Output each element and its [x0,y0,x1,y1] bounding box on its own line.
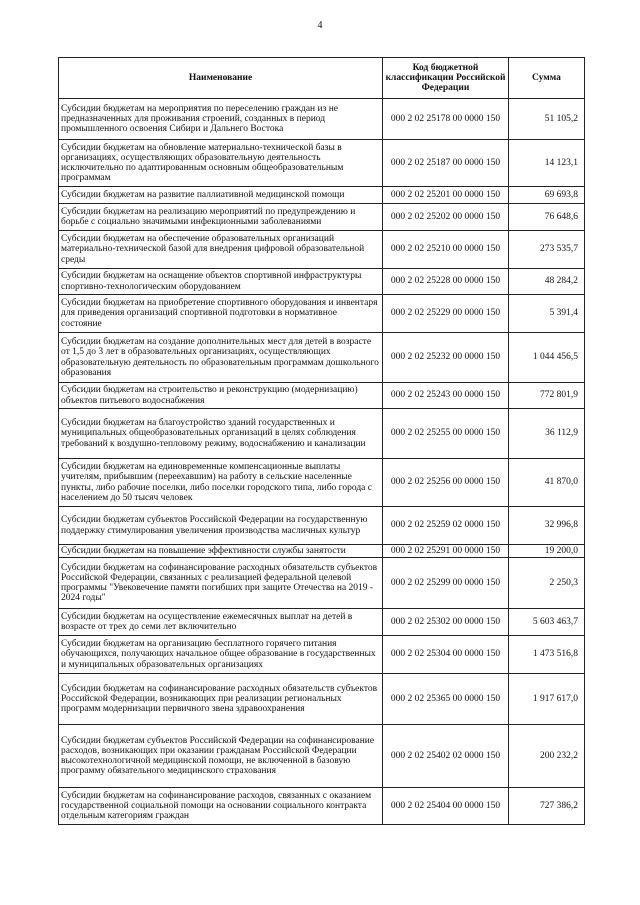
row-name: Субсидии бюджетам на организацию бесплатного горячего питания обучающихся, получающих начальное общее образование в государственных и муниципальных образовательных организациях [59,636,383,674]
table-row [59,295,585,333]
row-sum: 5 603 463,7 [509,609,585,636]
row-name: Субсидии бюджетам на осуществление ежемесячных выплат на детей в возрасте от трех до семи лет включительно [59,609,383,636]
table-row [59,231,585,269]
row-code: 000 2 02 25178 00 0000 150 [383,99,509,140]
row-sum: 32 996,8 [509,507,585,545]
row-name: Субсидии бюджетам на реализацию мероприятий по предупреждению и борьбе с социально значимыми инфекционными заболеваниями [59,204,383,231]
row-sum: 41 870,0 [509,459,585,507]
row-sum: 1 917 617,0 [509,674,585,725]
row-name: Субсидии бюджетам на софинансирование расходных обязательств субъектов Российской Федерации, связанных с реализацией федеральной целевой программы "Увековечение памяти погибших при защите Отечества на 2019 - 2024 годы" [59,558,383,609]
row-code: 000 2 02 25256 00 0000 150 [383,459,509,507]
row-name: Субсидии бюджетам на софинансирование расходов, связанных с оказанием государственной социальной помощи на основании социального контракта отдельным категориям граждан [59,788,383,825]
row-code: 000 2 02 25243 00 0000 150 [383,383,509,409]
table-row [59,788,585,825]
row-sum: 14 123,1 [509,140,585,187]
row-name: Субсидии бюджетам на повышение эффективности службы занятости [59,545,383,558]
table-row [59,383,585,409]
table-row [59,459,585,507]
table-row [59,187,585,204]
row-sum: 48 284,2 [509,269,585,295]
table-row [59,609,585,636]
row-name: Субсидии бюджетам на оснащение объектов спортивной инфраструктуры спортивно-технологическим оборудованием [59,269,383,295]
header-sum: Сумма [509,58,585,99]
row-code: 000 2 02 25210 00 0000 150 [383,231,509,269]
row-code: 000 2 02 25291 00 0000 150 [383,545,509,558]
table-row [59,269,585,295]
row-code: 000 2 02 25232 00 0000 150 [383,333,509,383]
row-code: 000 2 02 25202 00 0000 150 [383,204,509,231]
row-sum: 2 250,3 [509,558,585,609]
row-code: 000 2 02 25402 02 0000 150 [383,725,509,788]
table-row [59,636,585,674]
row-sum: 772 801,9 [509,383,585,409]
row-name: Субсидии бюджетам на развитие паллиативной медицинской помощи [59,187,383,204]
row-name: Субсидии бюджетам на приобретение спортивного оборудования и инвентаря для приведения организаций спортивной подготовки в нормативное состояние [59,295,383,333]
row-name: Субсидии бюджетам на софинансирование расходных обязательств субъектов Российской Федерации, возникающих при реализации региональных программ модернизации первичного звена здравоохранения [59,674,383,725]
row-code: 000 2 02 25201 00 0000 150 [383,187,509,204]
row-code: 000 2 02 25229 00 0000 150 [383,295,509,333]
table-row [59,545,585,558]
table-row [59,333,585,383]
row-code: 000 2 02 25299 00 0000 150 [383,558,509,609]
table-body [59,99,585,825]
budget-table [58,57,585,825]
row-sum: 1 044 456,5 [509,333,585,383]
row-name: Субсидии бюджетам на единовременные компенсационные выплаты учителям, прибывшим (переехавшим) на работу в сельские населенные пункты, либо рабочие поселки, либо поселки городского типа, либо города с населением до 50 тысяч человек [59,459,383,507]
table-row [59,204,585,231]
row-code: 000 2 02 25187 00 0000 150 [383,140,509,187]
row-code: 000 2 02 25404 00 0000 150 [383,788,509,825]
row-name: Субсидии бюджетам на создание дополнительных мест для детей в возрасте от 1,5 до 3 лет в образовательных организациях, осуществляющих образовательную деятельность по образовательным программам дошкольного образования [59,333,383,383]
table-row [59,507,585,545]
row-code: 000 2 02 25259 02 0000 150 [383,507,509,545]
row-sum: 5 391,4 [509,295,585,333]
header-name: Наименование [59,58,383,99]
row-name: Субсидии бюджетам на благоустройство зданий государственных и муниципальных общеобразовательных организаций в целях соблюдения требований к воздушно-тепловому режиму, водоснабжению и канализации [59,409,383,459]
row-sum: 727 386,2 [509,788,585,825]
row-sum: 76 648,6 [509,204,585,231]
row-code: 000 2 02 25365 00 0000 150 [383,674,509,725]
row-name: Субсидии бюджетам субъектов Российской Федерации на софинансирование расходов, возникающих при оказании гражданам Российской Федерации высокотехнологичной медицинской помощи, не включенной в базовую программу обязательного медицинского страхования [59,725,383,788]
row-sum: 19 200,0 [509,545,585,558]
table-row [59,99,585,140]
row-name: Субсидии бюджетам на обновление материально-технической базы в организациях, осуществляющих образовательную деятельность исключительно по адаптированным основным общеобразовательным программам [59,140,383,187]
row-sum: 200 232,2 [509,725,585,788]
row-name: Субсидии бюджетам на мероприятия по переселению граждан из не предназначенных для проживания строений, созданных в период промышленного освоения Сибири и Дальнего Востока [59,99,383,140]
row-sum: 51 105,2 [509,99,585,140]
row-code: 000 2 02 25255 00 0000 150 [383,409,509,459]
row-sum: 69 693,8 [509,187,585,204]
table-row [59,140,585,187]
row-code: 000 2 02 25302 00 0000 150 [383,609,509,636]
row-sum: 36 112,9 [509,409,585,459]
header-code: Код бюджетной классификации Российской Федерации [383,58,509,99]
row-name: Субсидии бюджетам на обеспечение образовательных организаций материально-технической базой для внедрения цифровой образовательной среды [59,231,383,269]
table-row [59,558,585,609]
row-sum: 1 473 516,8 [509,636,585,674]
table-header-row [59,58,585,99]
row-sum: 273 535,7 [509,231,585,269]
row-code: 000 2 02 25304 00 0000 150 [383,636,509,674]
table-row [59,409,585,459]
row-name: Субсидии бюджетам на строительство и реконструкцию (модернизацию) объектов питьевого водоснабжения [59,383,383,409]
table-row [59,674,585,725]
table-row [59,725,585,788]
row-code: 000 2 02 25228 00 0000 150 [383,269,509,295]
row-name: Субсидии бюджетам субъектов Российской Федерации на государственную поддержку стимулирования увеличения производства масличных культур [59,507,383,545]
page-number: 4 [317,20,323,31]
